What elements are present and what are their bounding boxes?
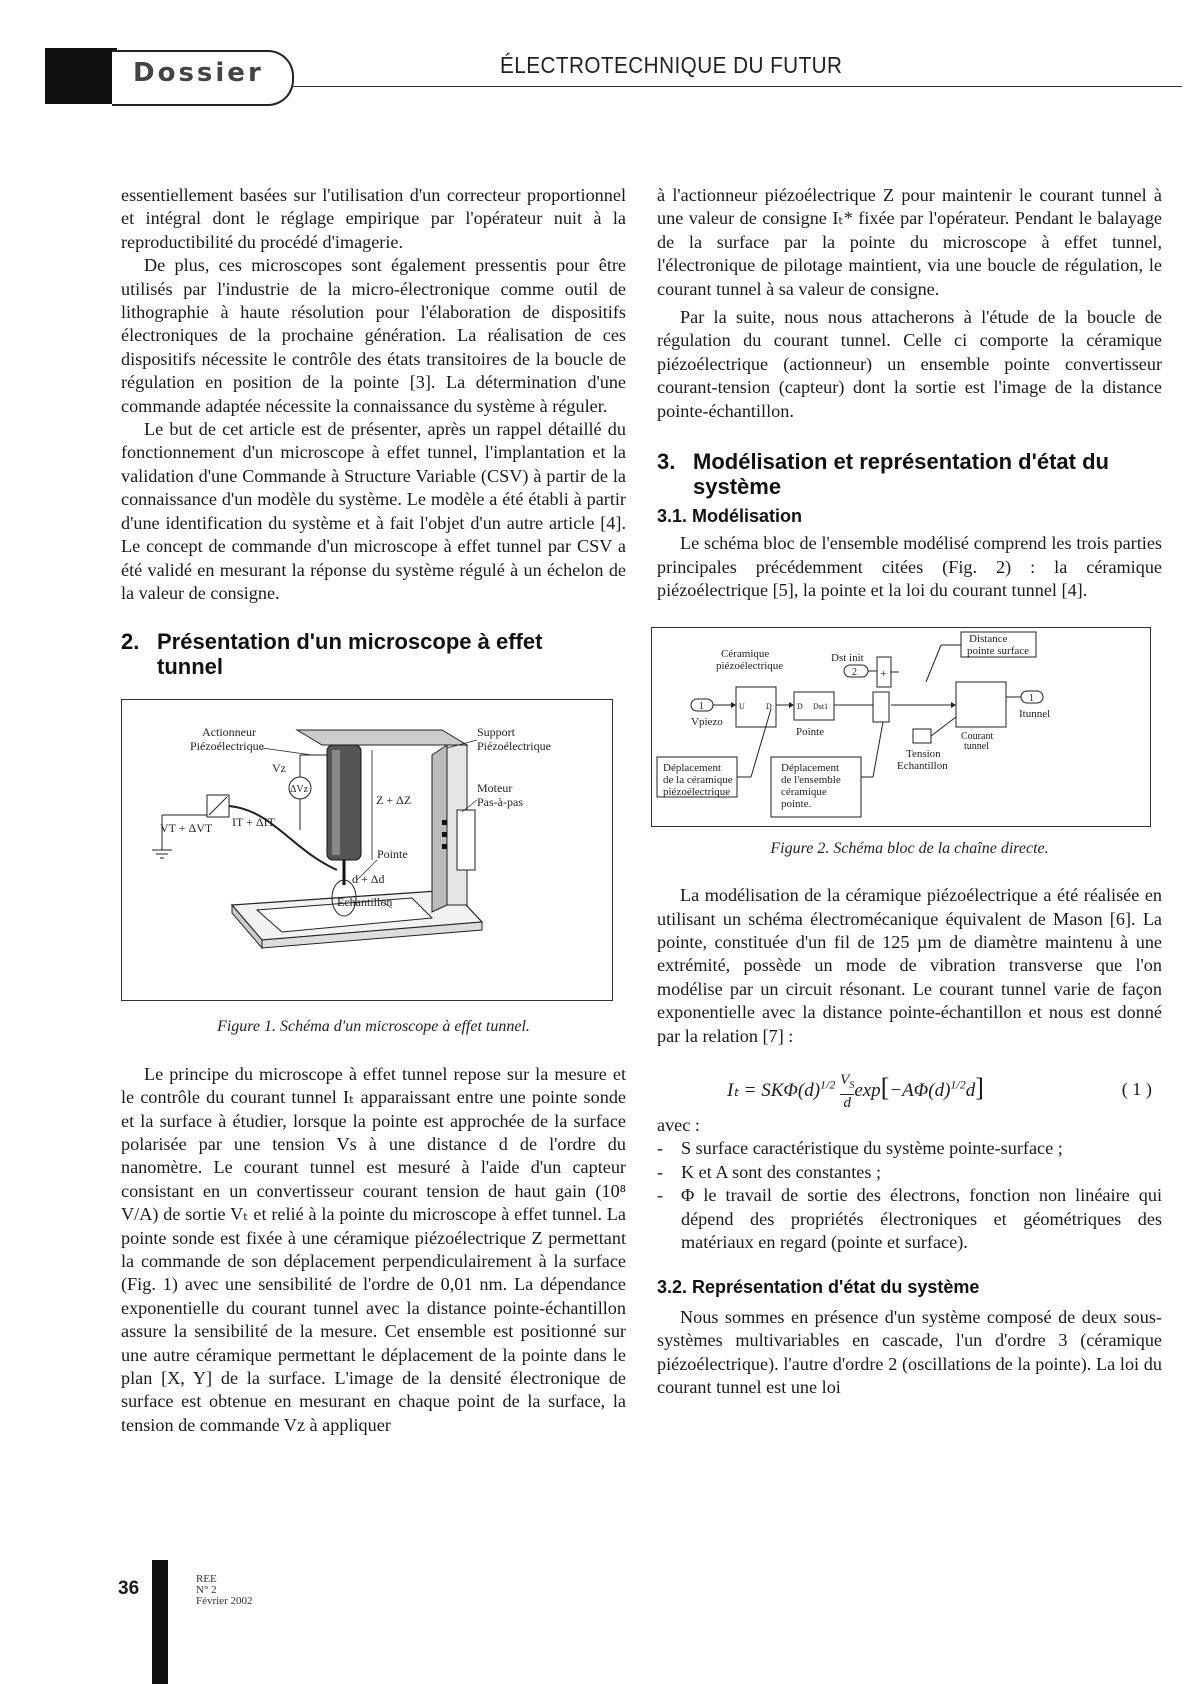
label-vz: Vz [272,761,286,776]
figure-2 [651,627,1151,827]
footer-black-bar [152,1560,168,1684]
label-courant: Courant [961,730,994,742]
label-pas-a-pas: Pas-à-pas [477,795,523,810]
variable-list [657,1137,1162,1254]
label-it: IT + ΔIT [232,815,275,830]
label-actionneur: Actionneur [202,725,256,740]
subsection-3-1: 3.1. Modélisation [657,506,803,527]
figure-1-caption: Figure 1. Schéma d'un microscope à effet tunnel. [217,1018,530,1036]
list-item: - K et A sont des constantes ; [657,1161,1162,1184]
label-two: 2 [852,666,857,678]
section-2-heading [121,629,626,679]
column-right [657,184,1162,1399]
label-support-piezo: Piézoélectrique [477,739,551,754]
label-tunnel: tunnel [964,740,989,752]
paragraph: Le but de cet article est de présenter, après un rappel détaillé du fonctionnement d'un microscope à effet tunnel, l'implantation et la validation d'une Commande à Structure Variable (CSV) à partir de la connaissance d'un modèle du système. Le modèle a été établi à partir d'une identification du système et à fait l'objet d'un autre article [4]. Le concept de commande d'un microscope à effet tunnel par CSV a été validé en mesurant la réponse du système régulé à un échelon de la valeur de consigne. [121,419,626,603]
label-ceramique: Céramique [721,647,770,660]
stm-schematic [122,700,612,1000]
label-delta-vz: ΔVz [290,784,309,796]
list-item: - Φ le travail de sortie des électrons, fonction non linéaire qui dépend des propriétés électroniques et géométriques des matériaux en regard (pointe et surface). [657,1184,1162,1254]
label-d-dd: d + Δd [352,872,385,887]
subsection-3-2: 3.2. Représentation d'état du système [657,1277,980,1298]
label-dep-ens-4: pointe. [781,797,812,810]
label-itunnel: Itunnel [1019,707,1051,720]
label-piezoelectrique: piézoélectrique [716,659,784,672]
label-tension: Tension [906,747,941,760]
header-rule [292,86,1182,87]
label-d: D [766,701,772,711]
figure-2-caption: Figure 2. Schéma bloc de la chaîne directe. [770,839,1049,857]
paragraph: Le schéma bloc de l'ensemble modélisé comprend les trois parties principales précédemment citées (Fig. 2) : la céramique piézoélectrique [5], la pointe et la loi du courant tunnel [4]. [657,533,1162,601]
section-title: Présentation d'un microscope à effet tunnel [157,629,543,680]
label-dep-cer-3: piézoélectrique [663,785,731,798]
paragraph: Nous sommes en présence d'un système composé de deux sous-systèmes multivariables en cascade, l'un d'ordre 3 (céramique piézoélectrique). l'autre d'ordre 2 (oscillations de la pointe). La loi du courant tunnel est une loi [657,1306,1162,1397]
section-number: 2. [121,629,140,655]
label-dst1: Dst1 [813,701,829,711]
paragraph: De plus, ces microscopes sont également pressentis pour être utilisés par l'industrie de la micro-électronique comme outil de lithographie à haute résolution pour l'élaboration de dispositifs électroniques de la prochaine génération. La réalisation de ces dispositifs nécessite le contrôle des états transitoires de la boucle de régulation en position de la pointe [3]. La détermination d'une commande adaptée nécessite la connaissance du système à réguler. [121,255,626,416]
paragraph: essentiellement basées sur l'utilisation d'un correcteur proportionnel et intégral dont le réglage empirique par l'opérateur nuit à la reproductibilité du procédé d'imagerie. [121,185,626,252]
column-left [121,184,626,1437]
label-pointe-block: Pointe [796,725,825,738]
section-number: 3. [657,449,676,475]
label-dep-ens-3: céramique [781,785,827,798]
journal-issue: N° 2 [196,1584,217,1596]
label-echantillon: Echantillon [897,759,948,772]
avec-label: avec : [657,1114,700,1135]
block-diagram [651,627,1151,827]
paragraph: La modélisation de la céramique piézoélectrique a été réalisée en utilisant un schéma électromécanique équivalent de Mason [6]. La pointe, constituée d'un fil de 125 µm de diamètre maintenu à une extrémité, possède un mode de vibration transverse que l'on modélise par un circuit résonant. Le courant tunnel varie de façon exponentielle avec la distance pointe-échantillon et nous est donné par la relation [7] : [657,885,1162,1046]
equation-1 [657,1056,1162,1114]
label-output-one: 1 [1029,692,1034,704]
label-dep-ens-2: de l'ensemble [781,773,841,786]
svg-text:+: + [880,665,887,680]
section-3-heading [657,449,1162,499]
page-number: 36 [118,1578,140,1599]
label-pointe-surface: pointe surface [967,644,1029,657]
paragraph: à l'actionneur piézoélectrique Z pour maintenir le courant tunnel à une valeur de consigne Iₜ* fixée par l'opérateur. Pendant le balayage de la surface par la pointe du microscope à effet tunnel, l'électronique de pilotage maintient, via une boucle de régulation, le courant tunnel à sa valeur de consigne. [657,185,1162,299]
journal-name: REE [196,1573,217,1585]
label-support: Support [477,725,516,740]
label-d2: D [797,701,803,711]
label-distance: Distance [969,632,1008,645]
label-moteur: Moteur [477,781,513,796]
label-dep-cer-2: de la céramique [663,773,733,786]
label-u: U [739,701,745,711]
label-z-dz: Z + ΔZ [376,793,412,808]
label-piezo: Piézoélectrique [190,739,264,754]
label-input-one: 1 [699,700,704,712]
label-vpiezo: Vpiezo [691,715,723,728]
section-title: Modélisation et représentation d'état du système [693,449,1109,500]
label-pointe: Pointe [377,847,408,862]
paragraph: Le principe du microscope à effet tunnel repose sur la mesure et le contrôle du courant tunnel Iₜ apparaissant entre une pointe sonde et la surface à étudier, lorsque la pointe est approchée de la surface polarisée par une tension Vs à une distance d de l'ordre du nanomètre. Le courant tunnel est mesuré à l'aide d'un capteur consistant en un convertisseur courant tension de haut gain (10⁸ V/A) de sortie Vₜ et relié à la pointe du microscope à effet tunnel. La pointe sonde est fixée à une céramique piézoélectrique Z permettant la commande de son déplacement perpendiculairement à la surface (Fig. 1) avec une sensibilité de l'ordre de 0,01 nm. La dépendance exponentielle du courant tunnel avec la distance pointe-échantillon assure la sensibilité de la mesure. Cet ensemble est positionné sur une autre céramique permettant le déplacement de la pointe dans le plan [X, Y] de la surface. L'image de la densité électronique de surface est obtenue en mesurant en chaque point de la surface, la tension de commande Vz à appliquer [121,1063,626,1435]
label-dst-init: Dst init [831,651,864,664]
label-echantillon: Echantillon [337,895,393,910]
header-dossier-label: Dossier [133,58,264,88]
figure-1 [121,699,613,1001]
equation-lhs: $I_t = SK\Phi(d)^{1/2}$ $\frac{V_S}{d}$ $\exp[-A\Phi(d)^{1/2}d]$ [727,1071,984,1111]
label-vt: VT + ΔVT [160,821,213,836]
header-title: ÉLECTROTECHNIQUE DU FUTUR [500,52,843,78]
equation-number: ( 1 ) [1121,1078,1152,1099]
equation-lhs-text: Iₜ = SKΦ(d) [727,1079,821,1101]
label-dep-ens-1: Déplacement [781,761,840,774]
paragraph: Par la suite, nous nous attacherons à l'étude de la boucle de régulation du courant tunnel. Celle ci comporte la céramique piézoélectrique (actionneur) un ensemble pointe convertisseur courant-tension (capteur) dont la sortie est l'image de la distance pointe-échantillon. [657,307,1162,421]
header-black-tab [45,48,117,104]
journal-info [196,1574,253,1607]
list-item: - S surface caractéristique du système pointe-surface ; [657,1137,1162,1160]
label-dep-cer-1: Déplacement [663,761,722,774]
journal-date: Février 2002 [196,1595,253,1607]
